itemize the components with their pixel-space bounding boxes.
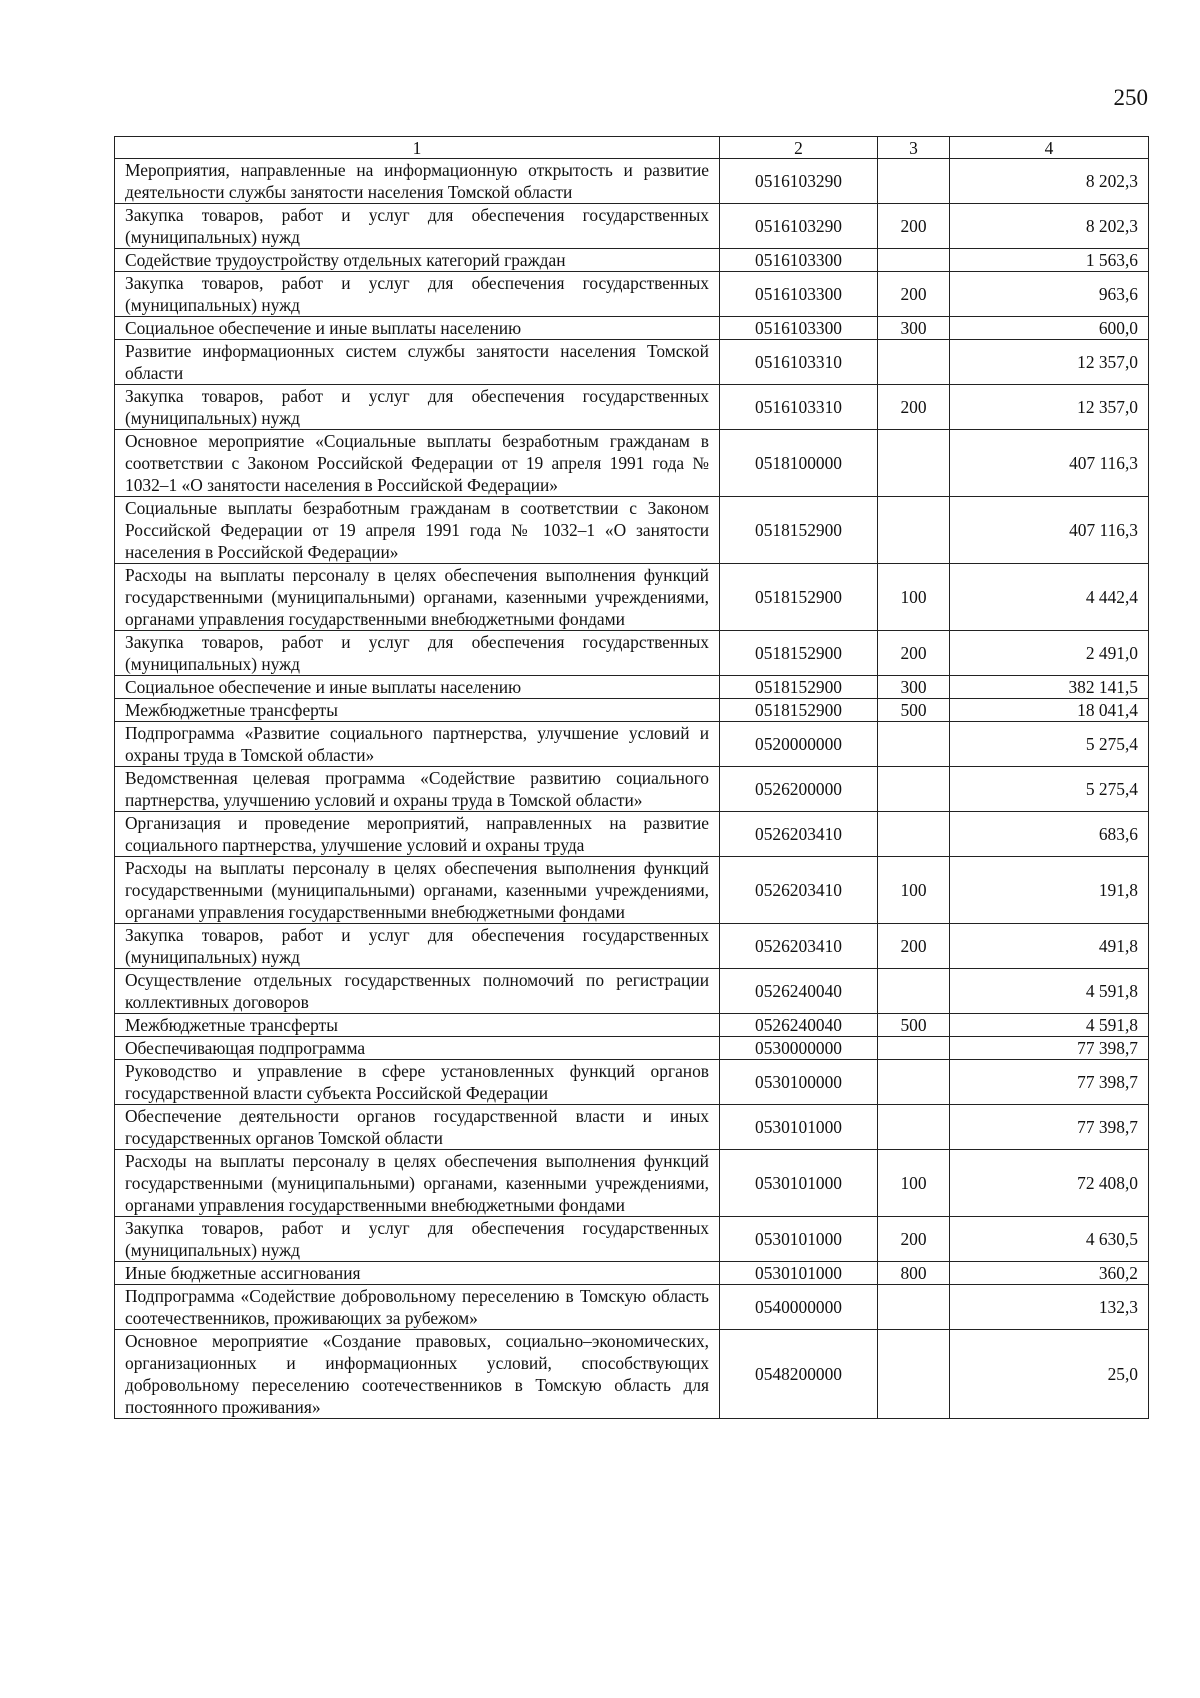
row-description: Расходы на выплаты персоналу в целях обеспечения выполнения функций государственными (муниципальными) органами, казенными учреждениями, органами управления государственными внебюджетными фондами [115, 564, 720, 631]
row-amount: 8 202,3 [950, 204, 1149, 249]
row-description: Осуществление отдельных государственных полномочий по регистрации коллективных договоров [115, 969, 720, 1014]
table-row [115, 1330, 1149, 1419]
row-target-code: 0516103300 [720, 272, 878, 317]
row-description: Ведомственная целевая программа «Содействие развитию социального партнерства, улучшению условий и охраны труда в Томской области» [115, 767, 720, 812]
row-amount: 5 275,4 [950, 722, 1149, 767]
row-target-code: 0516103300 [720, 249, 878, 272]
row-target-code: 0526203410 [720, 924, 878, 969]
row-amount: 600,0 [950, 317, 1149, 340]
row-expense-type [878, 1105, 950, 1150]
row-target-code: 0526240040 [720, 969, 878, 1014]
table-row [115, 722, 1149, 767]
row-description: Межбюджетные трансферты [115, 699, 720, 722]
row-amount: 683,6 [950, 812, 1149, 857]
row-amount: 407 116,3 [950, 497, 1149, 564]
row-expense-type [878, 1285, 950, 1330]
row-target-code: 0518100000 [720, 430, 878, 497]
row-amount: 382 141,5 [950, 676, 1149, 699]
table-row [115, 812, 1149, 857]
row-target-code: 0516103310 [720, 340, 878, 385]
row-expense-type [878, 1037, 950, 1060]
row-target-code: 0548200000 [720, 1330, 878, 1419]
row-description: Расходы на выплаты персоналу в целях обеспечения выполнения функций государственными (муниципальными) органами, казенными учреждениями, органами управления государственными внебюджетными фондами [115, 857, 720, 924]
row-description: Закупка товаров, работ и услуг для обеспечения государственных (муниципальных) нужд [115, 1217, 720, 1262]
row-expense-type [878, 497, 950, 564]
row-amount: 72 408,0 [950, 1150, 1149, 1217]
row-expense-type: 300 [878, 317, 950, 340]
row-description: Основное мероприятие «Создание правовых, социально–экономических, организационных и информационных условий, способствующих добровольному переселению соотечественников в Томскую область для постоянного проживания» [115, 1330, 720, 1419]
table-row [115, 249, 1149, 272]
row-target-code: 0530101000 [720, 1262, 878, 1285]
row-expense-type: 200 [878, 924, 950, 969]
row-expense-type: 800 [878, 1262, 950, 1285]
row-description: Закупка товаров, работ и услуг для обеспечения государственных (муниципальных) нужд [115, 631, 720, 676]
row-expense-type: 200 [878, 1217, 950, 1262]
row-description: Межбюджетные трансферты [115, 1014, 720, 1037]
table-row [115, 1037, 1149, 1060]
row-expense-type [878, 767, 950, 812]
row-description: Обеспечивающая подпрограмма [115, 1037, 720, 1060]
row-description: Закупка товаров, работ и услуг для обеспечения государственных (муниципальных) нужд [115, 385, 720, 430]
row-target-code: 0530101000 [720, 1150, 878, 1217]
table-row [115, 204, 1149, 249]
row-expense-type: 100 [878, 1150, 950, 1217]
column-header-2: 2 [720, 137, 878, 159]
table-row [115, 1105, 1149, 1150]
row-amount: 4 591,8 [950, 969, 1149, 1014]
row-target-code: 0518152900 [720, 699, 878, 722]
table-row [115, 1014, 1149, 1037]
row-expense-type: 200 [878, 631, 950, 676]
row-target-code: 0516103290 [720, 204, 878, 249]
row-description: Социальное обеспечение и иные выплаты населению [115, 317, 720, 340]
table-body [115, 137, 1149, 1419]
row-amount: 5 275,4 [950, 767, 1149, 812]
row-description: Подпрограмма «Содействие добровольному переселению в Томскую область соотечественников, проживающих за рубежом» [115, 1285, 720, 1330]
row-target-code: 0530100000 [720, 1060, 878, 1105]
row-description: Мероприятия, направленные на информационную открытость и развитие деятельности службы занятости населения Томской области [115, 159, 720, 204]
row-description: Социальное обеспечение и иные выплаты населению [115, 676, 720, 699]
row-amount: 191,8 [950, 857, 1149, 924]
row-description: Развитие информационных систем службы занятости населения Томской области [115, 340, 720, 385]
row-expense-type: 500 [878, 1014, 950, 1037]
table-row [115, 1285, 1149, 1330]
table-row [115, 1262, 1149, 1285]
table-row [115, 857, 1149, 924]
table-row [115, 1060, 1149, 1105]
row-description: Содействие трудоустройству отдельных категорий граждан [115, 249, 720, 272]
table-row [115, 340, 1149, 385]
row-expense-type: 100 [878, 564, 950, 631]
row-description: Обеспечение деятельности органов государственной власти и иных государственных органов Томской области [115, 1105, 720, 1150]
row-amount: 1 563,6 [950, 249, 1149, 272]
row-amount: 12 357,0 [950, 340, 1149, 385]
row-expense-type [878, 812, 950, 857]
row-expense-type: 200 [878, 272, 950, 317]
table-row [115, 676, 1149, 699]
table-row [115, 430, 1149, 497]
row-target-code: 0520000000 [720, 722, 878, 767]
row-expense-type [878, 430, 950, 497]
table-row [115, 1150, 1149, 1217]
row-amount: 18 041,4 [950, 699, 1149, 722]
row-amount: 12 357,0 [950, 385, 1149, 430]
table-row [115, 631, 1149, 676]
row-expense-type: 100 [878, 857, 950, 924]
column-header-3: 3 [878, 137, 950, 159]
row-description: Закупка товаров, работ и услуг для обеспечения государственных (муниципальных) нужд [115, 204, 720, 249]
row-target-code: 0526200000 [720, 767, 878, 812]
table-header-row [115, 137, 1149, 159]
row-amount: 77 398,7 [950, 1105, 1149, 1150]
row-expense-type [878, 159, 950, 204]
row-description: Закупка товаров, работ и услуг для обеспечения государственных (муниципальных) нужд [115, 924, 720, 969]
table-row [115, 272, 1149, 317]
table-row [115, 497, 1149, 564]
row-target-code: 0526240040 [720, 1014, 878, 1037]
row-amount: 77 398,7 [950, 1060, 1149, 1105]
table-row [115, 969, 1149, 1014]
table-row [115, 564, 1149, 631]
table-row [115, 385, 1149, 430]
row-description: Подпрограмма «Развитие социального партнерства, улучшение условий и охраны труда в Томской области» [115, 722, 720, 767]
row-target-code: 0526203410 [720, 812, 878, 857]
row-amount: 77 398,7 [950, 1037, 1149, 1060]
row-target-code: 0530101000 [720, 1105, 878, 1150]
table-row [115, 1217, 1149, 1262]
row-expense-type [878, 1060, 950, 1105]
row-description: Расходы на выплаты персоналу в целях обеспечения выполнения функций государственными (муниципальными) органами, казенными учреждениями, органами управления государственными внебюджетными фондами [115, 1150, 720, 1217]
row-expense-type: 300 [878, 676, 950, 699]
row-amount: 4 591,8 [950, 1014, 1149, 1037]
row-amount: 25,0 [950, 1330, 1149, 1419]
row-description: Основное мероприятие «Социальные выплаты безработным гражданам в соответствии с Законом Российской Федерации от 19 апреля 1991 года № 1032–1 «О занятости населения в Российской Федерации» [115, 430, 720, 497]
row-description: Закупка товаров, работ и услуг для обеспечения государственных (муниципальных) нужд [115, 272, 720, 317]
table-row [115, 924, 1149, 969]
row-expense-type [878, 1330, 950, 1419]
row-target-code: 0516103300 [720, 317, 878, 340]
row-amount: 8 202,3 [950, 159, 1149, 204]
row-amount: 360,2 [950, 1262, 1149, 1285]
row-target-code: 0516103310 [720, 385, 878, 430]
row-expense-type: 200 [878, 204, 950, 249]
row-expense-type [878, 722, 950, 767]
row-expense-type [878, 340, 950, 385]
column-header-4: 4 [950, 137, 1149, 159]
row-description: Организация и проведение мероприятий, направленных на развитие социального партнерства, улучшение условий и охраны труда [115, 812, 720, 857]
row-expense-type [878, 969, 950, 1014]
row-description: Социальные выплаты безработным гражданам в соответствии с Законом Российской Федерации от 19 апреля 1991 года № 1032–1 «О занятости населения в Российской Федерации» [115, 497, 720, 564]
row-description: Руководство и управление в сфере установленных функций органов государственной власти субъекта Российской Федерации [115, 1060, 720, 1105]
row-description: Иные бюджетные ассигнования [115, 1262, 720, 1285]
row-target-code: 0518152900 [720, 631, 878, 676]
table-row [115, 767, 1149, 812]
table-row [115, 159, 1149, 204]
column-header-1: 1 [115, 137, 720, 159]
row-target-code: 0530101000 [720, 1217, 878, 1262]
row-target-code: 0518152900 [720, 564, 878, 631]
budget-table [114, 136, 1149, 1419]
row-target-code: 0540000000 [720, 1285, 878, 1330]
row-expense-type: 200 [878, 385, 950, 430]
row-target-code: 0516103290 [720, 159, 878, 204]
row-target-code: 0530000000 [720, 1037, 878, 1060]
row-amount: 407 116,3 [950, 430, 1149, 497]
row-amount: 132,3 [950, 1285, 1149, 1330]
row-amount: 4 442,4 [950, 564, 1149, 631]
table-row [115, 317, 1149, 340]
row-amount: 963,6 [950, 272, 1149, 317]
row-target-code: 0518152900 [720, 676, 878, 699]
row-expense-type: 500 [878, 699, 950, 722]
row-amount: 2 491,0 [950, 631, 1149, 676]
page-number: 250 [1113, 85, 1148, 110]
table-row [115, 699, 1149, 722]
row-expense-type [878, 249, 950, 272]
row-target-code: 0526203410 [720, 857, 878, 924]
row-amount: 4 630,5 [950, 1217, 1149, 1262]
row-target-code: 0518152900 [720, 497, 878, 564]
row-amount: 491,8 [950, 924, 1149, 969]
